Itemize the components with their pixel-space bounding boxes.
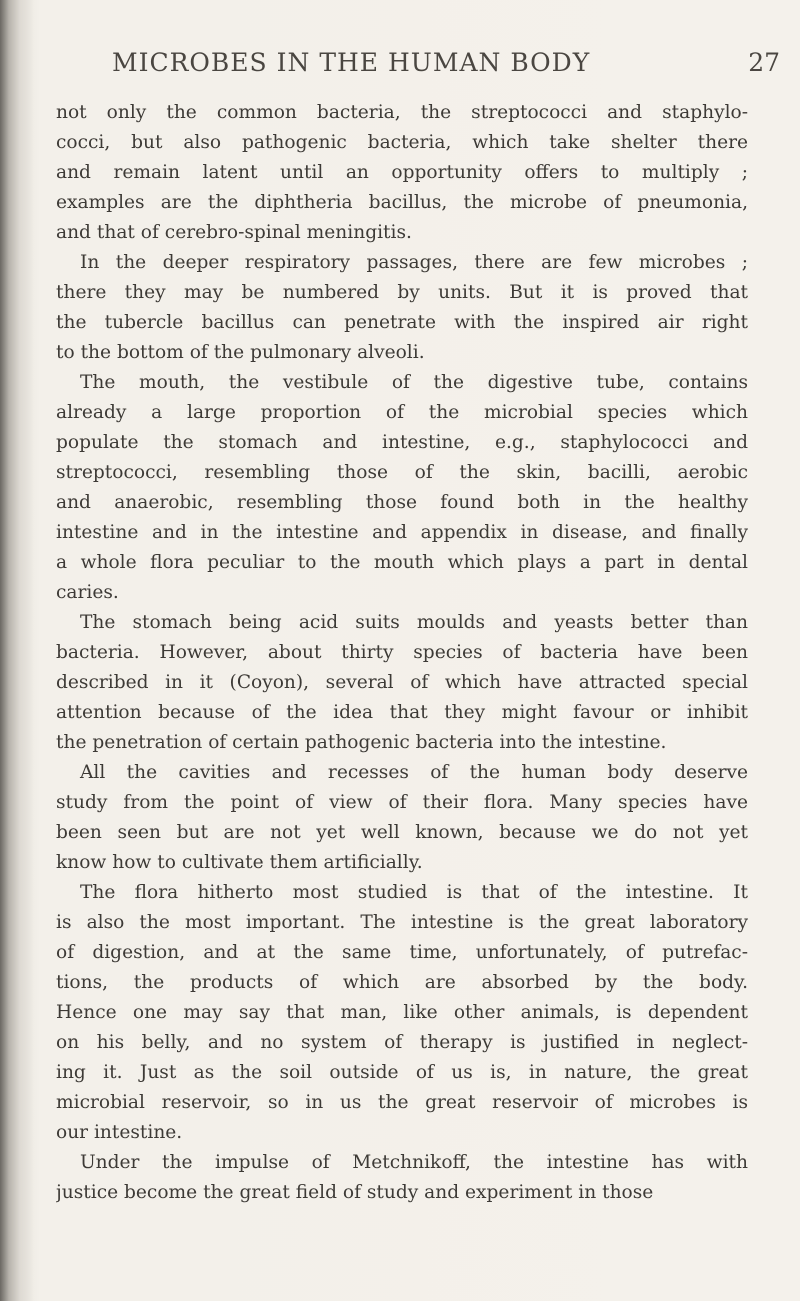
running-title: MICROBES IN THE HUMAN BODY: [112, 48, 591, 77]
text-line: the tubercle bacillus can penetrate with the inspired air right: [56, 312, 748, 333]
text-line: on his belly, and no system of therapy is justified in neglect-: [56, 1032, 748, 1053]
text-line: of digestion, and at the same time, unfortunately, of putrefac-: [56, 942, 748, 963]
text-line: The mouth, the vestibule of the digestive tube, contains: [80, 372, 748, 393]
text-line: is also the most important. The intestine is the great laboratory: [56, 912, 748, 933]
text-line: ing it. Just as the soil outside of us is, in nature, the great: [56, 1062, 748, 1083]
text-line: All the cavities and recesses of the human body deserve: [80, 762, 748, 783]
text-line: The flora hitherto most studied is that of the intestine. It: [80, 882, 748, 903]
text-line: intestine and in the intestine and appendix in disease, and finally: [56, 522, 748, 543]
text-line: and anaerobic, resembling those found both in the healthy: [56, 492, 748, 513]
text-line: been seen but are not yet well known, because we do not yet: [56, 822, 748, 843]
text-line: attention because of the idea that they might favour or inhibit: [56, 702, 748, 723]
text-line: know how to cultivate them artificially.: [56, 852, 423, 873]
text-line: caries.: [56, 582, 119, 603]
text-line: study from the point of view of their flora. Many species have: [56, 792, 748, 813]
text-line: examples are the diphtheria bacillus, the microbe of pneumonia,: [56, 192, 748, 213]
body-text: [56, 98, 748, 1208]
text-line: the penetration of certain pathogenic bacteria into the intestine.: [56, 732, 667, 753]
text-line: Under the impulse of Metchnikoff, the intestine has with: [80, 1152, 748, 1173]
text-line: tions, the products of which are absorbed by the body.: [56, 972, 748, 993]
text-line: and that of cerebro-spinal meningitis.: [56, 222, 412, 243]
text-line: already a large proportion of the microbial species which: [56, 402, 748, 423]
text-line: and remain latent until an opportunity offers to multiply ;: [56, 162, 748, 183]
text-line: In the deeper respiratory passages, there are few microbes ;: [80, 252, 748, 273]
text-line: streptococci, resembling those of the skin, bacilli, aerobic: [56, 462, 748, 483]
text-line: there they may be numbered by units. But it is proved that: [56, 282, 748, 303]
running-head: [112, 48, 792, 88]
page-binding-edge: [0, 0, 34, 1301]
text-line: bacteria. However, about thirty species of bacteria have been: [56, 642, 748, 663]
text-line: justice become the great field of study and experiment in those: [56, 1182, 654, 1203]
text-line: not only the common bacteria, the streptococci and staphylo-: [56, 102, 748, 123]
page-number: 27: [748, 48, 780, 77]
text-line: our intestine.: [56, 1122, 183, 1143]
text-line: Hence one may say that man, like other animals, is dependent: [56, 1002, 748, 1023]
text-line: a whole flora peculiar to the mouth which plays a part in dental: [56, 552, 748, 573]
text-line: populate the stomach and intestine, e.g., staphylococci and: [56, 432, 748, 453]
text-line: cocci, but also pathogenic bacteria, which take shelter there: [56, 132, 748, 153]
text-line: to the bottom of the pulmonary alveoli.: [56, 342, 425, 363]
text-line: described in it (Coyon), several of which have attracted special: [56, 672, 748, 693]
text-line: microbial reservoir, so in us the great reservoir of microbes is: [56, 1092, 748, 1113]
text-line: The stomach being acid suits moulds and yeasts better than: [80, 612, 748, 633]
